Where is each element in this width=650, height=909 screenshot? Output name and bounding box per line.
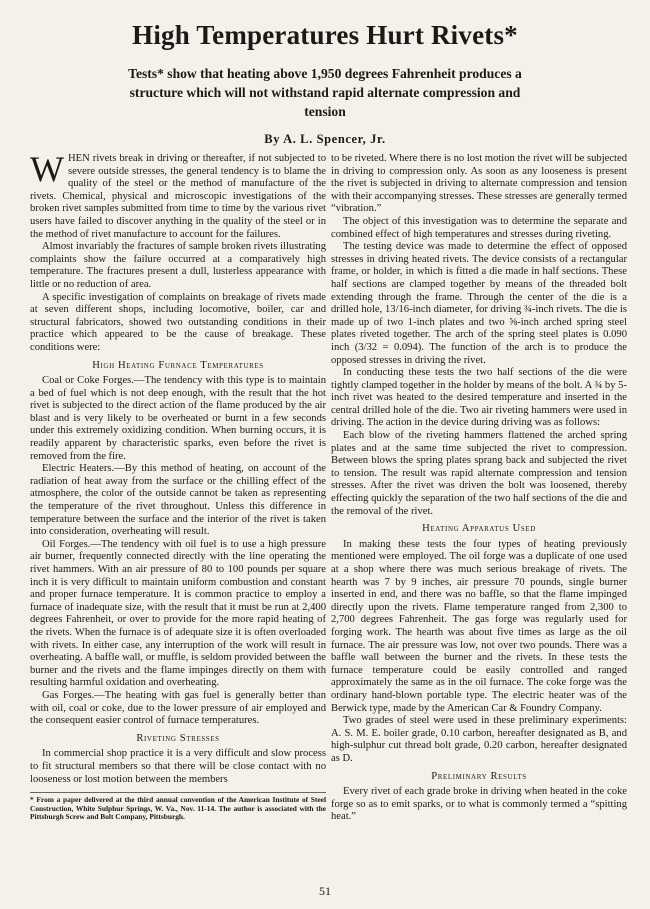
byline: By A. L. Spencer, Jr. xyxy=(264,132,386,146)
paragraph: Coal or Coke Forges.—The tendency with this type is to maintain a bed of fuel which is not deep enough, with the result that the hot rivet is subjected to the direct action of the flame produced by the air blast and is very likely to be overheated or burnt in a few seconds under this extremely oxidizing condition. When burning occurs, it is readily apparent by characteristic sparks, even before the rivet is removed from the fire. xyxy=(30,375,326,462)
article-subtitle: Tests* show that heating above 1,950 degrees Fahrenheit produces a structure which will not withstand rapid alternate compression and tension xyxy=(128,66,522,119)
section-heading: High Heating Furnace Temperatures xyxy=(92,359,264,371)
paragraph: In conducting these tests the two half sections of the die were tightly clamped together in the holder by means of the bolt. A ¾ by 5-inch rivet was heated to the desired temperature and inserted in the central drilled hole of the die. Two air riveting hammers were used in driving. The action in the device during driving was as follows: xyxy=(331,367,627,429)
paragraph: A specific investigation of complaints on breakage of rivets made at seven different shops, including locomotive, boiler, car and structural fabricators, showed two outstanding conditions in their practice which appeared to be the cause of breakage. These conditions were: xyxy=(30,291,326,353)
paragraph: The testing device was made to determine the effect of opposed stresses in driving heated rivets. The device consists of a rectangular frame, or holder, in which is fitted a die made in half sections. These half sections are clamped together by means of the threaded bolt extending through the frame. Through the center of the die is a drilled hole, 13/16-inch diameter, for driving ¾-inch rivets. The die is made up of two 1-inch plates and two ⅝-inch arched spring steel plates riveted together. The arch of the spring steel plates is 0.090 inch (3/32 = 0.094). The function of the arch is to produce the opposed stresses in driving the rivet. xyxy=(331,241,627,366)
section-heading: Riveting Stresses xyxy=(136,732,220,744)
paragraph: Oil Forges.—The tendency with oil fuel is to use a high pressure air burner, frequently connected directly with the line operating the rivet hammers. With an air pressure of 80 to 100 pounds per square inch it is very difficult to maintain uniform combustion and constant and proper furnace temperature. It is common practice to employ a furnace of inadequate size, with the result that it must be run at 2,400 degrees Fahrenheit, or over to provide for the more rapid heating of the rivets. When the furnace is of adequate size it is often overloaded with rivets. In either case, any interruption of the work will result in overheating. A baffle wall, or muffle, is seldom provided between the burner and the rivets and the flame impinges directly on them with resulting harmful oxidation and overheating. xyxy=(30,538,326,689)
paragraph: Two grades of steel were used in these preliminary experiments: A. S. M. E. boiler grade, 0.10 carbon, hereafter designated as B, and high-sulphur cut thread bolt grade, 0.20 carbon, hereafter designated as D. xyxy=(331,715,627,764)
section-heading: Heating Apparatus Used xyxy=(422,523,536,535)
paragraph: Almost invariably the fractures of sample broken rivets illustrating complaints show the failure occurred at a comparatively high temperature. The fractures present a dull, lusterless appearance with little or no reduction of area. xyxy=(30,241,326,290)
paragraph: In commercial shop practice it is a very difficult and slow process to fit structural members so that there will be close contact with no looseness or lost motion between the members xyxy=(30,748,326,785)
right-column xyxy=(331,153,627,824)
paragraph: WHEN rivets break in driving or thereafter, if not subjected to severe outside stresses, the general tendency is to blame the quality of the steel or the method of manufacture of the rivets. Chemical, physical and microscopic investigations of the broken rivet samples submitted from time to time by the various rivet users have failed to discover anything in the quality of the steel or in the method of rivet manufacture to account for the failures. xyxy=(30,149,326,240)
left-column xyxy=(30,149,326,821)
article-title: High Temperatures Hurt Rivets* xyxy=(132,20,518,50)
section-heading: Preliminary Results xyxy=(431,770,527,782)
paragraph: The object of this investigation was to determine the separate and combined effect of high temperatures and stresses during riveting. xyxy=(331,215,627,240)
paragraph: In making these tests the four types of heating previously mentioned were employed. The oil forge was a duplicate of one used at a shop where there was much serious breakage of rivets. The hearth was 7 by 9 inches, air pressure 70 pounds, single burner inserted in end, and there was no baffle, so that the flame impinged directly upon the rivets. Flame temperature ranged from 2,300 to 2,700 degrees Fahrenheit. The gas forge was regularly used for forging work. The hearth was about five times as large as the oil furnace. The air pressure was low, not over two pounds. There was a baffle wall between the burner and the rivets. In these tests the furnace temperature could be easily controlled and ranged approximately the same as in the oil furnace. The coke forge was the ordinary hand-blown portable type. The electric heater was of the Berwick type, made by the American Car & Foundry Company. xyxy=(331,538,627,714)
paragraph: Each blow of the riveting hammers flattened the arched spring plates and at the same time subjected the rivet to compression. Between blows the spring plates sprang back and subjected the rivet to tension. The result was rapid alternate compression and tension stresses. After the rivet was driven the bolt was loosened, thereby effecting quickly the separation of the two half sections of the die and the removal of the rivet. xyxy=(331,430,627,517)
paragraph: to be riveted. Where there is no lost motion the rivet will be subjected in driving to compression only. As soon as any looseness is present the rivet is subjected in driving to alternate compression and tension with their accompanying stresses. These stresses are generally termed “vibration.” xyxy=(331,153,627,215)
footnote: * From a paper delivered at the third annual convention of the American Institute of Steel Construction, White Sulphur Springs, W. Va., Nov. 11-14. The author is associated with the Pittsburgh Screw and Bolt Company, Pittsburgh. xyxy=(30,792,326,821)
paragraph: Gas Forges.—The heating with gas fuel is generally better than with oil, coal or coke, due to the lower pressure of air employed and the consequent easier control of furnace temperatures. xyxy=(30,689,326,727)
page-number: 51 xyxy=(319,884,331,898)
drop-cap: W xyxy=(30,149,64,189)
paragraph: Electric Heaters.—By this method of heating, on account of the radiation of heat away from the surface or the chilling effect of the atmosphere, the color of the outside cannot be taken as representing the temperature of the rivet throughout. Unless this difference in temperature between the surface and the interior of the rivet is taken into consideration, overheating will result. xyxy=(30,463,326,538)
paragraph: Every rivet of each grade broke in driving when heated in the coke forge so as to emit sparks, or to what is commonly termed a “spitting heat.” xyxy=(331,786,627,823)
